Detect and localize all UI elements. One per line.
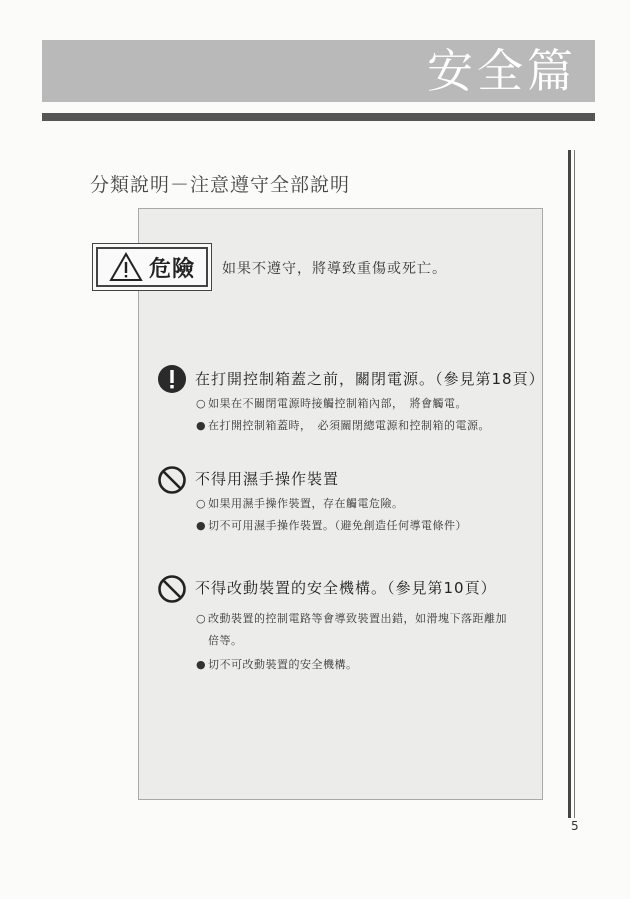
page-number: 5: [571, 819, 579, 833]
danger-label-box: [92, 243, 212, 291]
header-rule: [42, 113, 595, 121]
prohibited-icon: [157, 574, 187, 604]
bullet-line: ● 切不可改動裝置的安全機構。: [196, 658, 358, 671]
bullet-line: ○ 如果在不關閉電源時接觸控制箱內部， 將會觸電。: [196, 397, 467, 410]
bullet-line: ● 在打開控制箱蓋時， 必須關閉總電源和控制箱的電源。: [196, 419, 490, 432]
page-header-title: 安全篇: [427, 44, 577, 98]
item-title: 不得用濕手操作裝置: [195, 470, 340, 488]
header-bar: [42, 40, 595, 102]
section-title: 分類說明－注意遵守全部說明: [90, 174, 351, 196]
item-title: 不得改動裝置的安全機構。（參見第10頁）: [195, 579, 497, 597]
bullet-line: 倍等。: [208, 634, 243, 647]
warning-triangle-icon: [109, 252, 143, 282]
item-title: 在打開控制箱蓋之前，關閉電源。（參見第18頁）: [195, 370, 545, 388]
exclamation-icon: [157, 364, 187, 394]
bullet-line: ● 切不可用濕手操作裝置。（避免創造任何導電條件）: [196, 519, 467, 532]
prohibited-icon: [157, 465, 187, 495]
bullet-line: ○ 改動裝置的控制電路等會導致裝置出錯，如滑塊下落距離加: [196, 612, 507, 625]
danger-description: 如果不遵守，將導致重傷或死亡。: [222, 261, 447, 277]
danger-label: 危險: [148, 256, 195, 282]
side-rule: [568, 150, 575, 818]
bullet-line: ○ 如果用濕手操作裝置，存在觸電危險。: [196, 497, 404, 510]
